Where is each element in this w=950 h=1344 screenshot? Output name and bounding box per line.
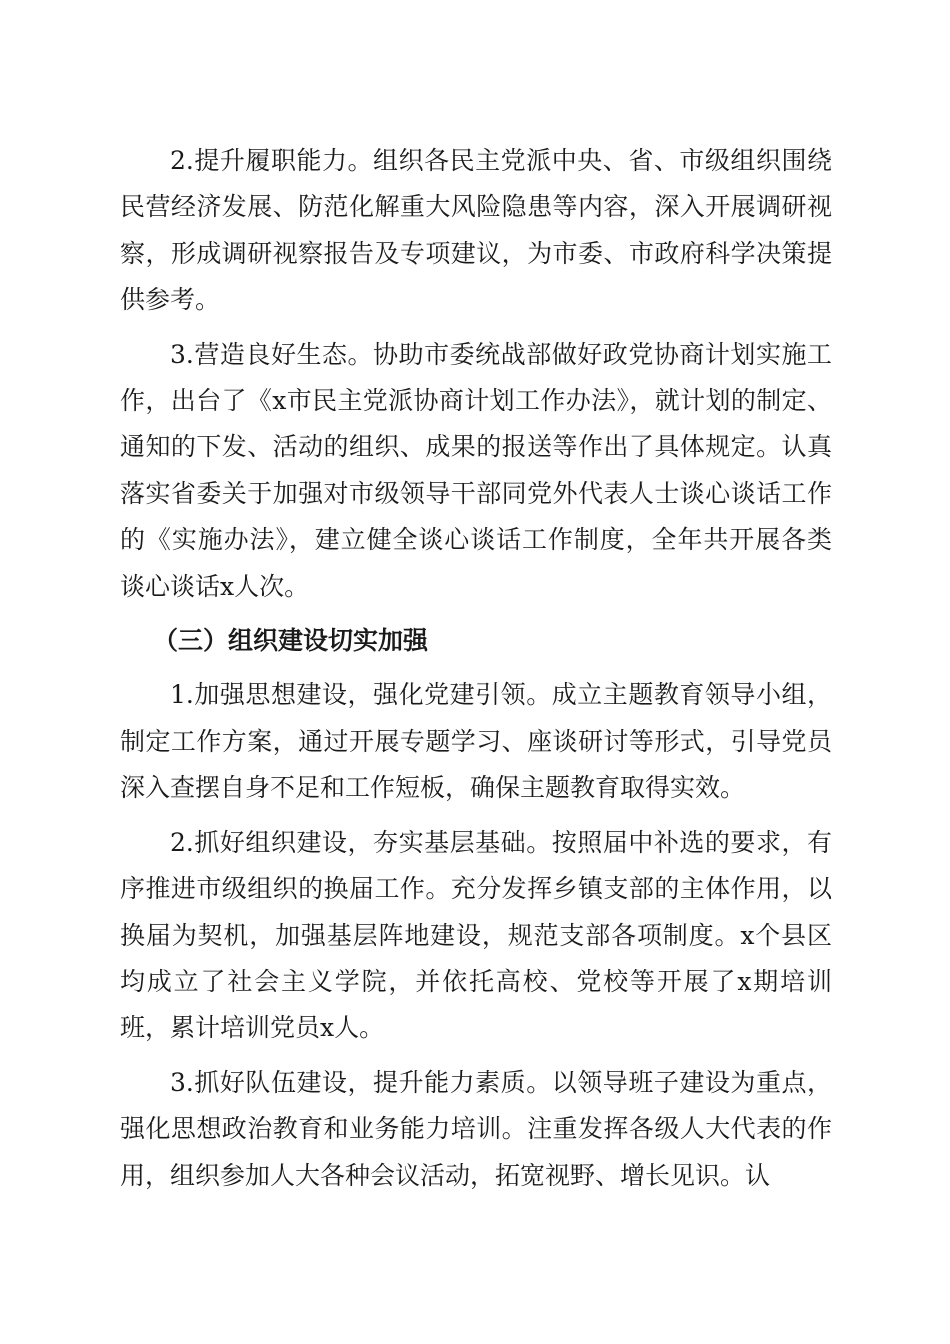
paragraph-improve-duty-ability: 2.提升履职能力。组织各民主党派中央、省、市级组织围绕民营经济发展、防范化解重大风险隐患等内容，深入开展调研视察，形成调研视察报告及专项建议，为市委、市政府科学决策提供参考。 xyxy=(120,146,832,315)
paragraph-team-building: 3.抓好队伍建设，提升能力素质。以领导班子建设为重点，强化思想政治教育和业务能力培训。注重发挥各级人大代表的作用，组织参加人大各种会议活动，拓宽视野、增长见识。认 xyxy=(120,1067,832,1190)
paragraph-create-good-ecology: 3.营造良好生态。协助市委统战部做好政党协商计划实施工作，出台了《x市民主党派协商计划工作办法》，就计划的制定、通知的下发、活动的组织、成果的报送等作出了具体规定。认真落实省委关于加强对市级领导干部同党外代表人士谈心谈话工作的《实施办法》，建立健全谈心谈话工作制度，全年共开展各类谈心谈话x人次。 xyxy=(120,339,832,601)
section-heading-organization-building: （三）组织建设切实加强 xyxy=(153,626,429,656)
document-body xyxy=(120,138,832,1207)
paragraph-ideological-building: 1.加强思想建设，强化党建引领。成立主题教育领导小组，制定工作方案，通过开展专题学习、座谈研讨等形式，引导党员深入查摆自身不足和工作短板，确保主题教育取得实效。 xyxy=(120,680,832,803)
paragraph-organizational-building: 2.抓好组织建设，夯实基层基础。按照届中补选的要求，有序推进市级组织的换届工作。充分发挥乡镇支部的主体作用，以换届为契机，加强基层阵地建设，规范支部各项制度。x个县区均成立了社会主义学院，并依托高校、党校等开展了x期培训班，累计培训党员x人。 xyxy=(120,827,832,1043)
